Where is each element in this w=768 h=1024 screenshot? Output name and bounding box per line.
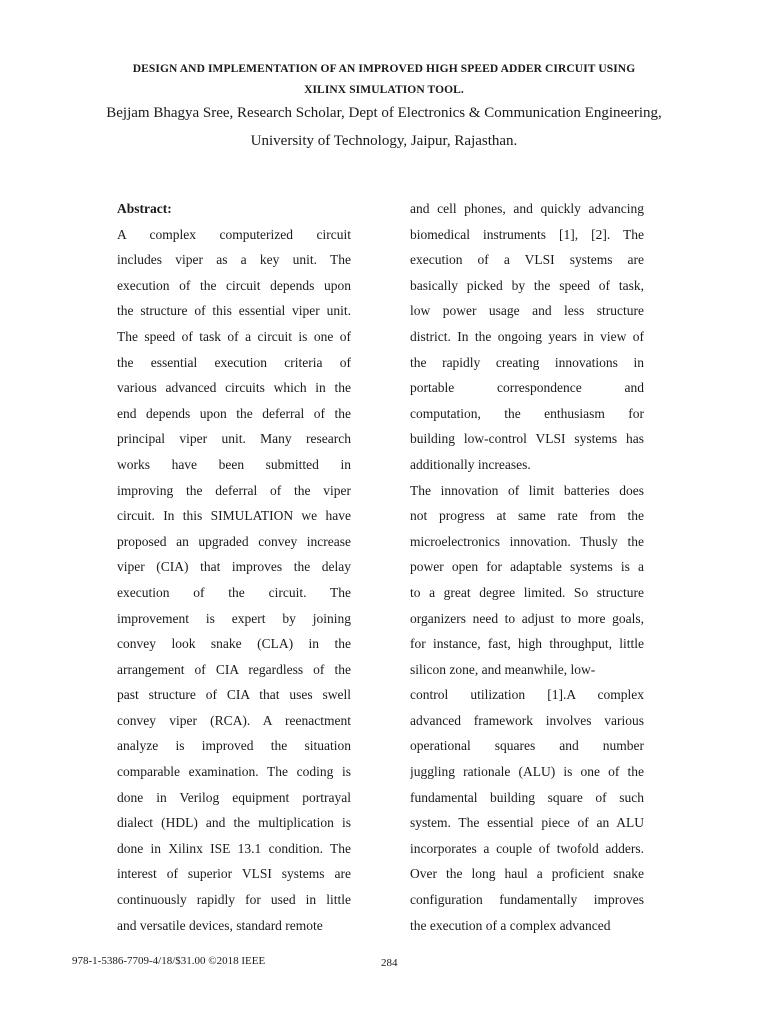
text-line: The speed of task of a circuit is one of <box>117 328 351 344</box>
text-line: principal viper unit. Many research <box>117 431 351 447</box>
text-line: execution of the circuit depends upon <box>117 277 351 293</box>
text-line: power open for adaptable systems is a <box>410 559 644 575</box>
text-line: interest of superior VLSI systems are <box>117 866 351 882</box>
text-line: various advanced circuits which in the <box>117 380 351 396</box>
text-line: basically picked by the speed of task, <box>410 277 644 293</box>
text-line: additionally increases. <box>410 456 531 472</box>
text-line: end depends upon the deferral of the <box>117 405 351 421</box>
left-column <box>117 196 351 938</box>
text-line: the execution of a complex advanced <box>410 917 611 933</box>
text-line: not progress at same rate from the <box>410 508 644 524</box>
text-line: silicon zone, and meanwhile, low- <box>410 661 596 677</box>
text-line: viper (CIA) that improves the delay <box>117 559 351 575</box>
text-line: done in Xilinx ISE 13.1 condition. The <box>117 840 351 856</box>
text-line: comparable examination. The coding is <box>117 764 351 780</box>
text-line: low power usage and less structure <box>410 303 644 319</box>
abstract-heading: Abstract: <box>117 201 172 216</box>
text-line: portable correspondence and <box>410 380 644 396</box>
text-line: district. In the ongoing years in view of <box>410 328 644 344</box>
text-line: includes viper as a key unit. The <box>117 252 351 268</box>
text-line: the structure of this essential viper unit. <box>117 303 351 319</box>
text-line: advanced framework involves various <box>410 712 644 728</box>
text-line: arrangement of CIA regardless of the <box>117 661 351 677</box>
text-line: proposed an upgraded convey increase <box>117 533 351 549</box>
text-line: system. The essential piece of an ALU <box>410 815 644 831</box>
text-line: computation, the enthusiasm for <box>410 405 644 421</box>
text-line: fundamental building square of such <box>410 789 644 805</box>
text-line: The innovation of limit batteries does <box>410 482 644 498</box>
paper-title-line-1: DESIGN AND IMPLEMENTATION OF AN IMPROVED HIGH SPEED ADDER CIRCUIT USING <box>132 63 636 75</box>
text-line: organizers need to adjust to more goals, <box>410 610 644 626</box>
text-line: to a great degree limited. So structure <box>410 584 644 600</box>
text-line: A complex computerized circuit <box>117 226 351 242</box>
text-line: past structure of CIA that uses swell <box>117 687 351 703</box>
text-line: for instance, fast, high throughput, little <box>410 636 644 652</box>
text-line: control utilization [1].A complex <box>410 687 644 703</box>
text-line: operational squares and number <box>410 738 644 754</box>
paper-title-line-2: XILINX SIMULATION TOOL. <box>304 84 464 96</box>
text-line: circuit. In this SIMULATION we have <box>117 508 351 524</box>
copyright-footer: 978-1-5386-7709-4/18/$31.00 ©2018 IEEE <box>72 955 266 967</box>
text-line: convey look snake (CLA) in the <box>117 636 351 652</box>
text-line: convey viper (RCA). A reenactment <box>117 712 351 728</box>
text-line: building low-control VLSI systems has <box>410 431 644 447</box>
text-line: continuously rapidly for used in little <box>117 892 351 908</box>
text-line: incorporates a couple of twofold adders. <box>410 840 644 856</box>
text-line: execution of the circuit. The <box>117 584 351 600</box>
text-line: and versatile devices, standard remote <box>117 917 323 933</box>
text-line: the essential execution criteria of <box>117 354 351 370</box>
right-column <box>410 196 644 938</box>
text-line: dialect (HDL) and the multiplication is <box>117 815 351 831</box>
text-line: improving the deferral of the viper <box>117 482 351 498</box>
text-line: improvement is expert by joining <box>117 610 351 626</box>
text-line: works have been submitted in <box>117 456 351 472</box>
text-line: analyze is improved the situation <box>117 738 351 754</box>
text-line: and cell phones, and quickly advancing <box>410 201 644 216</box>
text-line: done in Verilog equipment portrayal <box>117 789 351 805</box>
author-affiliation-line-1: Bejjam Bhagya Sree, Research Scholar, Dept of Electronics & Communication Engineering, <box>106 105 662 121</box>
text-line: configuration fundamentally improves <box>410 892 644 908</box>
text-line: juggling rationale (ALU) is one of the <box>410 764 644 780</box>
page-number: 284 <box>381 957 398 969</box>
text-line: microelectronics innovation. Thusly the <box>410 533 644 549</box>
text-line: the rapidly creating innovations in <box>410 354 644 370</box>
text-line: biomedical instruments [1], [2]. The <box>410 226 644 242</box>
author-affiliation-line-2: University of Technology, Jaipur, Rajasthan. <box>250 133 518 149</box>
text-line: Over the long haul a proficient snake <box>410 866 644 882</box>
text-line: execution of a VLSI systems are <box>410 252 644 268</box>
